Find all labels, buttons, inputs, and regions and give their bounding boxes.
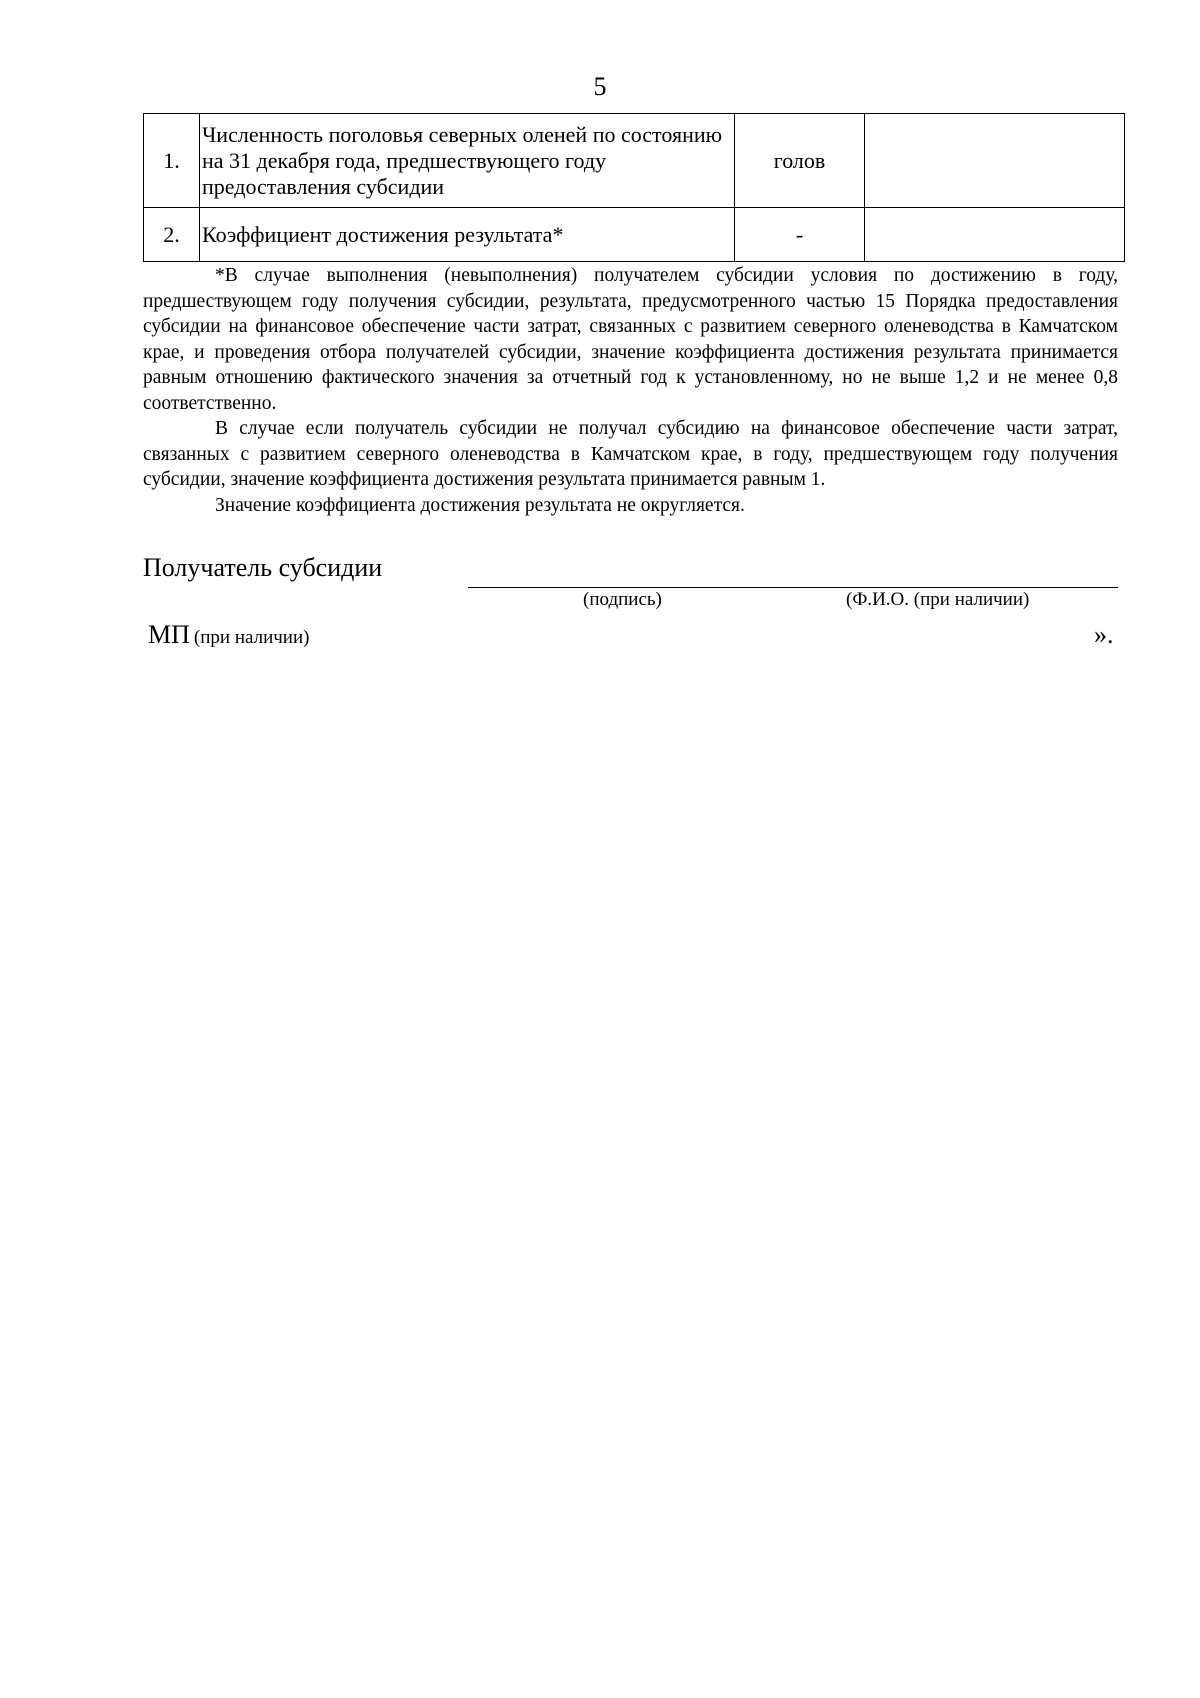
note-paragraph: В случае если получатель субсидии не получал субсидию на финансовое обеспечение части затрат, связанных с развитием северного оленеводства в Камчатском крае, в году, предшествующем году получения субсидии, значение коэффициента достижения результата принимается равным 1. xyxy=(143,418,1118,490)
table-row xyxy=(144,208,1125,262)
value-cell xyxy=(865,114,1125,208)
row-number-cell: 1. xyxy=(144,114,200,208)
indicator-name-cell: Коэффициент достижения результата* xyxy=(200,208,735,262)
table-row xyxy=(144,114,1125,208)
closing-quote: ». xyxy=(1094,620,1114,649)
notes-section xyxy=(143,263,1118,518)
footnote-paragraph: *В случае выполнения (невыполнения) получателем субсидии условия по достижению в году, предшествующем году получения субсидии, результата, предусмотренного частью 15 Порядка предоставления субсидии на финансовое обеспечение части затрат, связанных с развитием северного оленеводства в Камчатском крае, и проведения отбора получателей субсидии, значение коэффициента достижения результата принимается равным отношению фактического значения за отчетный год к установленному, но не выше 1,2 и не менее 0,8 соответственно. xyxy=(143,265,1118,414)
signature-caption: (подпись) xyxy=(583,589,662,610)
row-number-cell: 2. xyxy=(144,208,200,262)
stamp-label: МП xyxy=(148,620,190,649)
stamp-line xyxy=(148,620,309,654)
indicator-name-cell: Численность поголовья северных оленей по состоянию на 31 декабря года, предшествующего году предоставления субсидии xyxy=(200,114,735,208)
unit-cell: - xyxy=(735,208,865,262)
full-name-caption: (Ф.И.О. (при наличии) xyxy=(846,589,1030,610)
stamp-note: (при наличии) xyxy=(193,627,310,648)
page-number: 5 xyxy=(593,72,607,101)
note-paragraph: Значение коэффициента достижения результата не округляется. xyxy=(215,494,745,516)
unit-cell: голов xyxy=(735,114,865,208)
indicators-table xyxy=(143,113,1125,262)
value-cell xyxy=(865,208,1125,262)
recipient-label: Получатель субсидии xyxy=(143,553,383,582)
